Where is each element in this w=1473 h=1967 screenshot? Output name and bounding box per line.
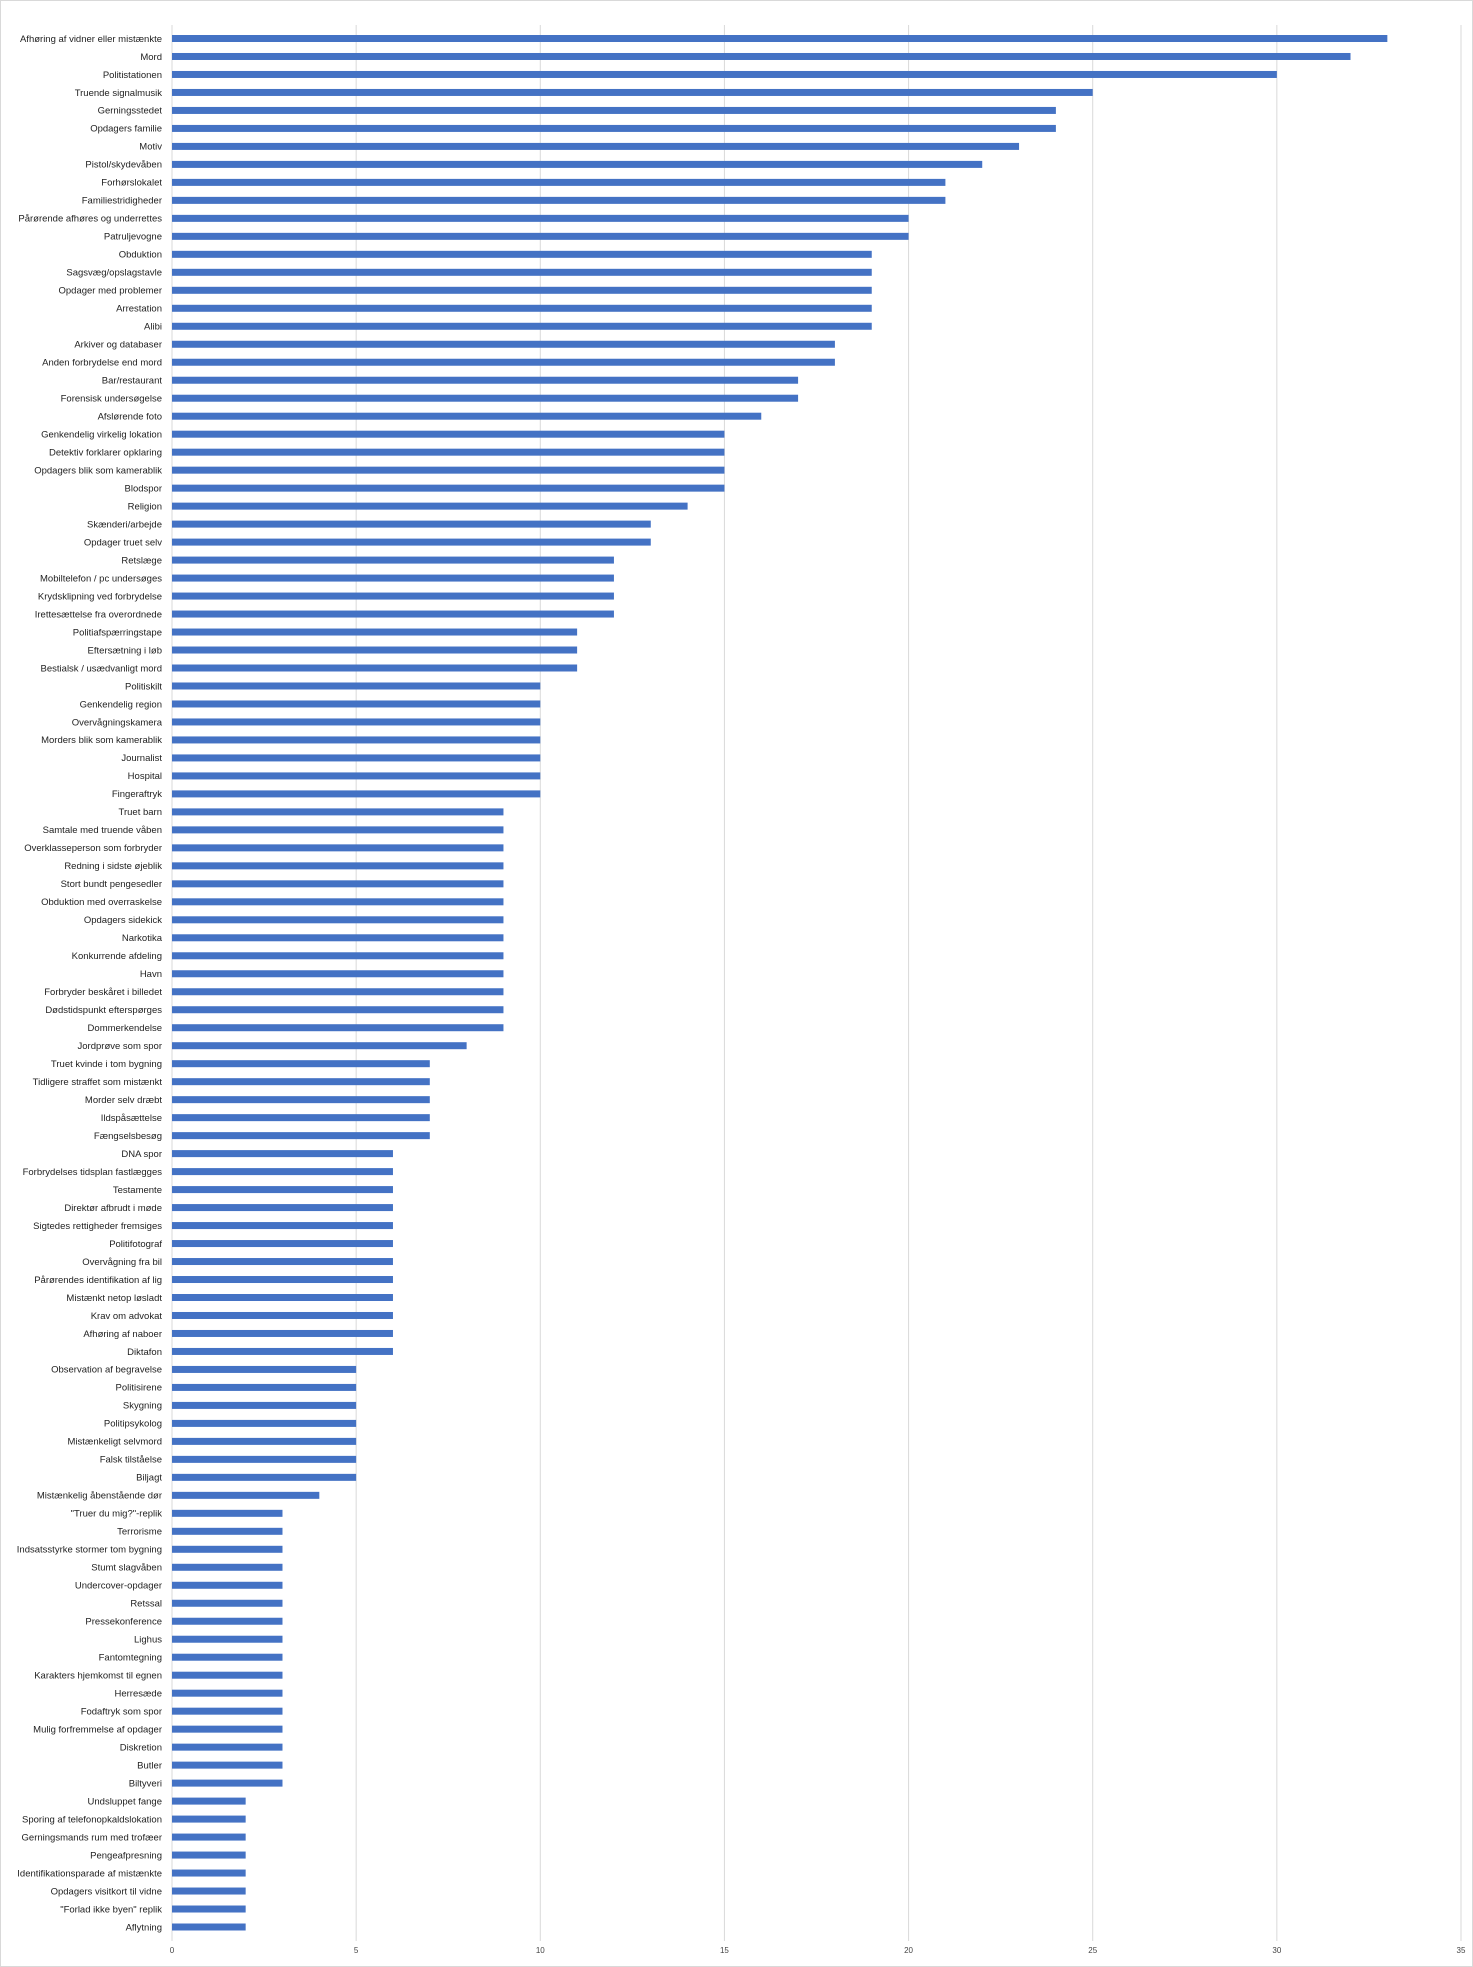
bar — [172, 629, 577, 636]
category-label: Retssal — [130, 1598, 162, 1610]
bar — [172, 233, 909, 240]
category-label: Anden forbrydelse end mord — [42, 357, 162, 369]
category-label: Krydsklipning ved forbrydelse — [37, 591, 162, 603]
bar — [172, 718, 540, 725]
category-label: Politistationen — [102, 69, 162, 81]
bar — [172, 1402, 356, 1409]
category-label: Blodspor — [124, 483, 162, 495]
bar — [172, 611, 614, 618]
category-label: Dødstidspunkt efterspørges — [45, 1005, 162, 1017]
category-label: Journalist — [121, 753, 162, 765]
bar — [172, 1276, 393, 1283]
bar — [172, 1024, 503, 1031]
bar — [172, 880, 503, 887]
category-labels — [17, 34, 163, 1934]
bar — [172, 359, 835, 366]
bar — [172, 1726, 282, 1733]
bar — [172, 1888, 246, 1895]
category-label: Jordprøve som spor — [77, 1041, 162, 1052]
bar — [172, 1384, 356, 1391]
category-label: Pressekonference — [85, 1616, 162, 1628]
category-label: DNA spor — [121, 1148, 162, 1160]
bar — [172, 287, 872, 294]
category-label: Mistænkeligt selvmord — [67, 1436, 162, 1448]
bar — [172, 1366, 356, 1373]
bar — [172, 1528, 282, 1535]
bar — [172, 1456, 356, 1463]
bar — [172, 503, 688, 510]
bar — [172, 1600, 282, 1607]
bar — [172, 1564, 282, 1571]
category-label: Familiestridigheder — [81, 195, 162, 207]
bar — [172, 1096, 430, 1103]
bar — [172, 269, 872, 276]
bar — [172, 1924, 246, 1931]
bar — [172, 1312, 393, 1319]
bar — [172, 107, 1056, 114]
category-label: Havn — [139, 969, 162, 981]
bar — [172, 53, 1351, 60]
bar — [172, 826, 503, 833]
category-label: Opdagers blik som kamerablik — [34, 465, 162, 477]
bar — [172, 862, 503, 869]
category-label: "Truer du mig?"-replik — [70, 1508, 162, 1520]
category-label: Opdagers visitkort til vidne — [50, 1886, 162, 1898]
bar — [172, 539, 651, 546]
category-label: Pistol/skydevåben — [85, 159, 162, 171]
bar — [172, 1240, 393, 1247]
category-label: Forensisk undersøgelse — [60, 393, 162, 405]
bar — [172, 1294, 393, 1301]
bar — [172, 1636, 282, 1643]
category-label: Stort bundt pengesedler — [60, 879, 162, 891]
bar — [172, 593, 614, 600]
category-label: Falsk tilståelse — [99, 1454, 162, 1466]
category-label: Biltyveri — [128, 1778, 162, 1790]
bar — [172, 1132, 430, 1139]
bar — [172, 1690, 282, 1697]
category-label: Dommerkendelse — [87, 1023, 162, 1035]
bar — [172, 449, 724, 456]
bar — [172, 1078, 430, 1085]
category-label: Diskretion — [119, 1742, 162, 1754]
category-label: Fængselsbesøg — [93, 1130, 162, 1142]
bar — [172, 125, 1056, 132]
bar — [172, 1258, 393, 1265]
category-label: Truet kvinde i tom bygning — [50, 1058, 162, 1070]
category-label: Identifikationsparade af mistænkte — [17, 1868, 162, 1880]
bar — [172, 934, 503, 941]
bar — [172, 1006, 503, 1013]
category-label: Bestialsk / usædvanligt mord — [40, 663, 162, 675]
bar — [172, 952, 503, 959]
category-label: Politipsykolog — [103, 1418, 162, 1430]
category-label: Opdagers familie — [90, 123, 162, 135]
category-label: Overvågning fra bil — [82, 1256, 162, 1268]
bar — [172, 1168, 393, 1175]
bar — [172, 557, 614, 564]
category-label: Forbryder beskåret i billedet — [44, 987, 162, 999]
bars — [172, 35, 1387, 1931]
bar — [172, 916, 503, 923]
category-label: Sporing af telefonopkaldslokation — [22, 1814, 162, 1826]
x-tick-label: 15 — [719, 1946, 729, 1955]
category-label: Skænderi/arbejde — [87, 519, 162, 531]
x-axis-ticks — [170, 1946, 1466, 1955]
category-label: Truet barn — [118, 807, 162, 819]
bar — [172, 1870, 246, 1877]
category-label: Overklasseperson som forbryder — [24, 843, 162, 855]
category-label: Mulig forfremmelse af opdager — [33, 1724, 162, 1736]
category-label: Mobiltelefon / pc undersøges — [40, 573, 162, 585]
category-label: Morder selv dræbt — [84, 1094, 162, 1106]
category-label: Irettesættelse fra overordnede — [34, 609, 162, 621]
bar — [172, 521, 651, 528]
bar — [172, 395, 798, 402]
bar — [172, 1042, 467, 1049]
bar — [172, 323, 872, 330]
category-label: Fingeraftryk — [111, 789, 162, 801]
category-label: Religion — [127, 501, 162, 513]
category-label: Konkurrende afdeling — [71, 951, 162, 963]
bar — [172, 790, 540, 797]
category-label: Observation af begravelse — [51, 1364, 162, 1376]
category-label: Lighus — [134, 1634, 162, 1646]
category-label: Detektiv forklarer opklaring — [49, 447, 162, 459]
category-label: Obduktion — [118, 249, 162, 261]
category-label: Bar/restaurant — [101, 375, 162, 387]
bar — [172, 736, 540, 743]
category-label: Undercover-opdager — [74, 1580, 162, 1592]
bar — [172, 844, 503, 851]
category-label: Opdager med problemer — [58, 285, 162, 297]
bar — [172, 700, 540, 707]
x-tick-label: 20 — [904, 1946, 914, 1955]
bar — [172, 341, 835, 348]
category-label: Narkotika — [121, 933, 162, 945]
category-label: Undsluppet fange — [87, 1796, 162, 1808]
category-label: Terrorisme — [117, 1526, 162, 1538]
x-tick-label: 5 — [353, 1946, 359, 1955]
bar — [172, 251, 872, 258]
category-label: Sigtedes rettigheder fremsiges — [33, 1220, 162, 1232]
bar — [172, 1744, 282, 1751]
category-label: Afslørende foto — [97, 411, 162, 423]
bar — [172, 1348, 393, 1355]
bar — [172, 1780, 282, 1787]
bar — [172, 1474, 356, 1481]
category-label: Indsatsstyrke stormer tom bygning — [16, 1544, 162, 1556]
bar — [172, 1186, 393, 1193]
bar — [172, 1222, 393, 1229]
category-label: Politisirene — [115, 1382, 162, 1394]
category-label: Motiv — [139, 141, 162, 153]
category-label: Mistænkt netop løsladt — [66, 1292, 162, 1304]
bar — [172, 1150, 393, 1157]
category-label: Mord — [140, 51, 162, 63]
category-label: Skygning — [122, 1400, 162, 1412]
category-label: Pengeafpresning — [90, 1850, 162, 1862]
category-label: Gerningsmands rum med trofæer — [21, 1832, 162, 1844]
bar — [172, 1582, 282, 1589]
bar — [172, 161, 982, 168]
category-label: Aflytning — [125, 1922, 162, 1934]
category-label: Opdagers sidekick — [83, 915, 162, 927]
category-label: Patruljevogne — [103, 231, 162, 243]
category-label: Karakters hjemkomst til egnen — [34, 1670, 162, 1682]
bar — [172, 970, 503, 977]
bar — [172, 1492, 319, 1499]
category-label: Morders blik som kamerablik — [41, 735, 162, 747]
category-label: Ildspåsættelse — [100, 1112, 162, 1124]
category-label: Forbrydelses tidsplan fastlægges — [22, 1166, 162, 1178]
bar — [172, 71, 1277, 78]
category-label: Politiskilt — [125, 681, 162, 693]
category-label: Hospital — [127, 771, 162, 783]
category-label: Herresæde — [114, 1688, 162, 1700]
category-label: Mistænkelig åbenstående dør — [36, 1490, 162, 1502]
bar — [172, 772, 540, 779]
category-label: Pårørendes identifikation af lig — [34, 1274, 162, 1286]
bar — [172, 1618, 282, 1625]
bar — [172, 179, 945, 186]
category-label: Testamente — [112, 1184, 162, 1196]
x-tick-label: 10 — [535, 1946, 545, 1955]
category-label: Overvågningskamera — [71, 717, 162, 729]
gridlines — [172, 25, 1461, 1941]
x-tick-label: 30 — [1272, 1946, 1282, 1955]
bar — [172, 647, 577, 654]
bar — [172, 1708, 282, 1715]
bar — [172, 1510, 282, 1517]
category-label: Krav om advokat — [90, 1310, 162, 1322]
bar-chart — [1, 1, 1472, 1966]
category-label: Arkiver og databaser — [74, 339, 162, 351]
bar — [172, 467, 724, 474]
category-label: Pårørende afhøres og underrettes — [18, 213, 162, 225]
category-label: Politiafspærringstape — [72, 627, 162, 639]
category-label: Obduktion med overraskelse — [41, 897, 162, 909]
bar — [172, 89, 1093, 96]
category-label: Tidligere straffet som mistænkt — [32, 1076, 162, 1088]
category-label: Politifotograf — [109, 1238, 162, 1250]
bar — [172, 1546, 282, 1553]
category-label: Truende signalmusik — [74, 87, 162, 99]
bar — [172, 143, 1019, 150]
category-label: Gerningsstedet — [97, 105, 162, 117]
bar — [172, 215, 909, 222]
category-label: Biljagt — [136, 1472, 162, 1484]
bar — [172, 1762, 282, 1769]
bar — [172, 682, 540, 689]
category-label: Genkendelig virkelig lokation — [41, 429, 162, 441]
bar — [172, 197, 945, 204]
x-tick-label: 25 — [1088, 1946, 1098, 1955]
bar — [172, 665, 577, 672]
bar — [172, 898, 503, 905]
category-label: Alibi — [144, 321, 162, 333]
category-label: Direktør afbrudt i møde — [64, 1202, 162, 1214]
bar — [172, 1420, 356, 1427]
category-label: "Forlad ikke byen" replik — [60, 1904, 162, 1916]
category-label: Afhøring af vidner eller mistænkte — [19, 33, 162, 45]
category-label: Afhøring af naboer — [83, 1328, 162, 1340]
category-label: Butler — [137, 1760, 162, 1772]
category-label: Retslæge — [121, 555, 162, 567]
bar — [172, 1906, 246, 1913]
category-label: Eftersætning i løb — [87, 645, 162, 657]
category-label: Opdager truet selv — [83, 537, 162, 549]
bar — [172, 1672, 282, 1679]
category-label: Arrestation — [116, 303, 162, 315]
category-label: Genkendelig region — [79, 699, 162, 711]
category-label: Stumt slagvåben — [91, 1562, 162, 1574]
category-label: Samtale med truende våben — [42, 825, 162, 837]
bar — [172, 1204, 393, 1211]
x-tick-label: 35 — [1456, 1946, 1466, 1955]
bar — [172, 431, 724, 438]
bar — [172, 1816, 246, 1823]
bar — [172, 1060, 430, 1067]
bar — [172, 35, 1387, 42]
bar — [172, 1114, 430, 1121]
bar — [172, 1798, 246, 1805]
x-tick-label: 0 — [169, 1946, 175, 1955]
bar — [172, 808, 503, 815]
bar — [172, 305, 872, 312]
category-label: Redning i sidste øjeblik — [64, 861, 162, 873]
bar — [172, 1438, 356, 1445]
category-label: Fantomtegning — [98, 1652, 162, 1664]
bar — [172, 485, 724, 492]
bar — [172, 377, 798, 384]
bar — [172, 1852, 246, 1859]
bar — [172, 575, 614, 582]
bar — [172, 754, 540, 761]
category-label: Sagsvæg/opslagstavle — [66, 267, 162, 279]
category-label: Forhørslokalet — [101, 177, 162, 189]
bar — [172, 413, 761, 420]
bar — [172, 988, 503, 995]
bar — [172, 1834, 246, 1841]
category-label: Fodaftryk som spor — [80, 1706, 162, 1718]
bar — [172, 1654, 282, 1661]
category-label: Diktafon — [127, 1346, 162, 1358]
bar — [172, 1330, 393, 1337]
